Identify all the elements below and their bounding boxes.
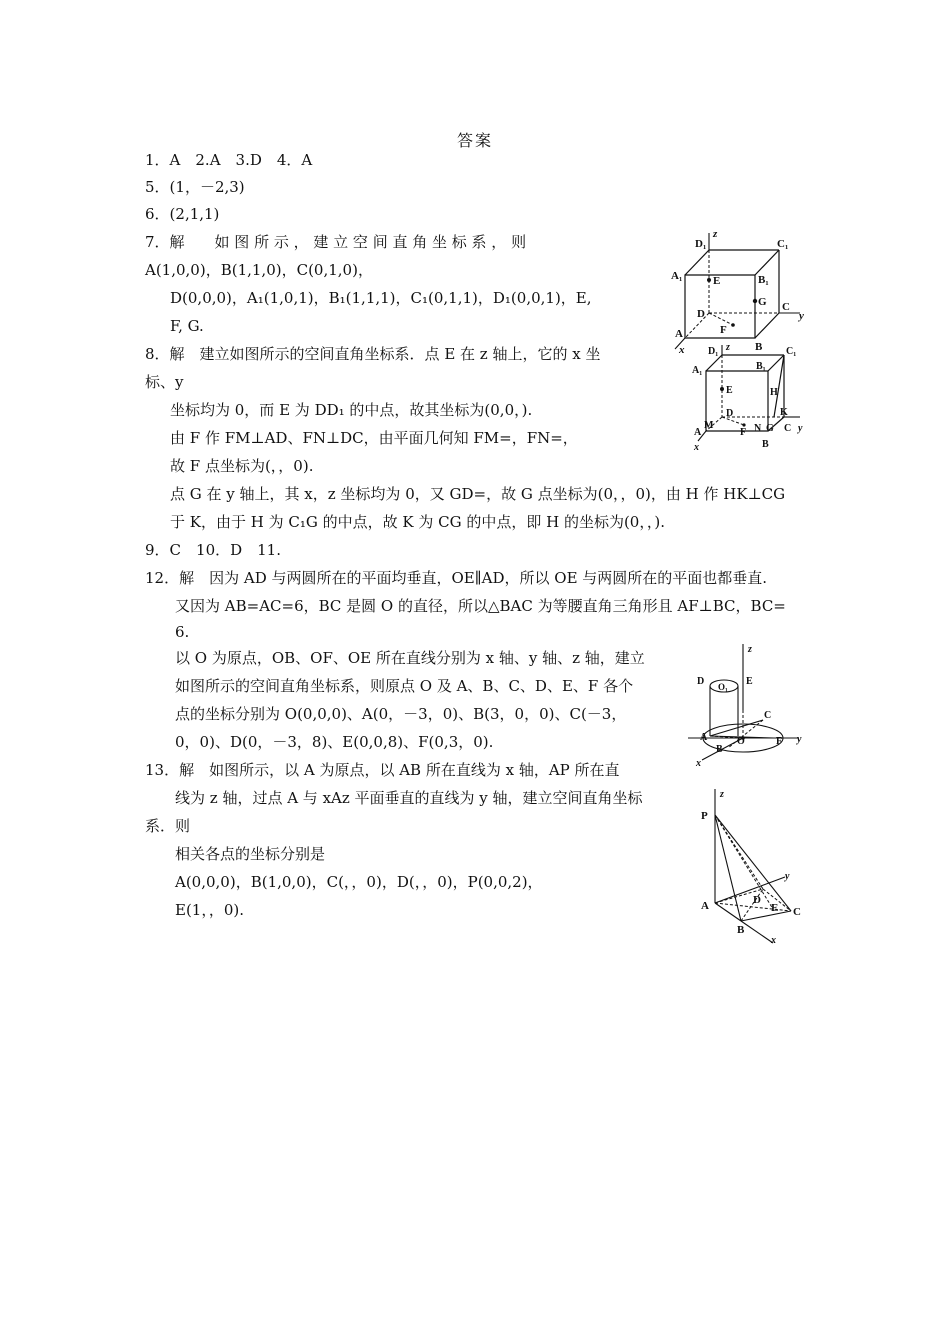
fig-label: E	[726, 385, 733, 396]
answer-line: 线为 z 轴，过点 A 与 xAz 平面垂直的直线为 y 轴，建立空间直角坐标	[175, 789, 643, 807]
answer-line: A(1,0,0)，B(1,1,0)，C(0,1,0)，	[145, 261, 373, 279]
answer-line: 5．(1，－2,3)	[145, 178, 245, 196]
answer-line: 坐标均为 0，而 E 为 DD₁ 的中点，故其坐标为(0,0，).	[170, 401, 533, 419]
fig-label: z	[713, 228, 718, 240]
cube-figure-8	[688, 343, 813, 455]
fig-label: A	[700, 732, 708, 743]
answer-line: 如图所示的空间直角坐标系，则原点 O 及 A、B、C、D、E、F 各个	[175, 677, 634, 695]
fig-label: C	[764, 710, 772, 721]
fig-label: D	[726, 408, 734, 419]
fig-label: B	[762, 439, 769, 450]
fig-label: O₁	[718, 682, 728, 692]
fig-label: G	[766, 423, 774, 434]
fig-label: C₁	[777, 238, 789, 250]
answer-line: 点 G 在 y 轴上，其 x，z 坐标均为 0，又 GD=，故 G 点坐标为(0，，0)，由 H 作 HK⊥CG	[170, 485, 786, 503]
answer-line: A(0,0,0)，B(1,0,0)，C(，，0)，D(，，0)，P(0,0,2)，	[175, 873, 543, 891]
fig-label: C₁	[786, 346, 797, 357]
answer-line: 1．A 2.A 3.D 4．A	[145, 151, 313, 169]
fig-label: z	[748, 644, 752, 655]
answer-line: 9．C 10．D 11.	[145, 541, 281, 559]
fig-label: E	[771, 902, 779, 914]
answer-line: 系．则	[145, 817, 191, 835]
fig-label: y	[785, 871, 790, 882]
fig-label: M	[704, 420, 714, 431]
cube-figure-7	[665, 225, 810, 355]
fig-label: y	[798, 423, 803, 434]
fig-label: D	[697, 676, 705, 687]
fig-label: H	[770, 387, 778, 398]
cylinder-figure-12	[688, 640, 813, 768]
answer-line: 点的坐标分别为 O(0,0,0)、A(0，－3，0)、B(3，0，0)、C(－3，	[175, 705, 627, 723]
fig-label: D₁	[708, 346, 719, 357]
page-title: 答案	[456, 131, 493, 150]
fig-label: A₁	[692, 365, 703, 376]
fig-label: G	[758, 296, 767, 308]
fig-label: C	[784, 423, 792, 434]
fig-label: P	[701, 810, 708, 822]
fig-label: y	[799, 310, 804, 322]
answer-line: 于 K，由于 H 为 C₁G 的中点，故 K 为 CG 的中点，即 H 的坐标为(0，，).	[170, 513, 665, 531]
fig-label: D	[697, 308, 705, 320]
fig-label: A	[694, 427, 702, 438]
fig-label: F	[740, 427, 747, 438]
fig-label: A	[701, 900, 709, 912]
fig-label: x	[679, 344, 685, 355]
pyramid-figure-13	[697, 785, 812, 945]
answer-line: 相关各点的坐标分别是	[175, 845, 326, 863]
answer-line: 0，0)、D(0，－3，8)、E(0,0,8)、F(0,3，0).	[175, 733, 494, 751]
fig-label: z	[720, 789, 724, 800]
fig-label: x	[694, 442, 699, 453]
fig-label: B	[737, 924, 745, 936]
answer-line: 8．解 建立如图所示的空间直角坐标系．点 E 在 z 轴上，它的 x 坐	[145, 345, 601, 363]
fig-label: y	[797, 734, 802, 745]
fig-label: C	[782, 301, 790, 313]
fig-label: F	[776, 736, 783, 747]
fig-label: x	[771, 935, 776, 945]
fig-label: A	[675, 328, 683, 340]
fig-label: N	[754, 423, 762, 434]
fig-label: O	[737, 736, 745, 747]
fig-label: C	[793, 906, 801, 918]
fig-label: z	[726, 343, 730, 353]
fig-label: B	[755, 341, 763, 353]
fig-label: x	[696, 758, 701, 768]
answer-line: 12．解 因为 AD 与两圆所在的平面均垂直，OE∥AD，所以 OE 与两圆所在的平面也都垂直.	[145, 569, 768, 587]
fig-label: F	[720, 324, 727, 336]
answer-line: 故 F 点坐标为(，，0).	[170, 457, 314, 475]
fig-label: D	[753, 894, 761, 906]
fig-label: E	[713, 275, 721, 287]
answer-line: 6．(2,1,1)	[145, 205, 220, 223]
fig-label: A₁	[671, 270, 683, 282]
answer-line: E(1，，0).	[175, 901, 245, 919]
answer-line: 标、y	[145, 373, 184, 391]
answer-line: 6.	[175, 623, 190, 641]
fig-label: D₁	[695, 238, 707, 250]
fig-label: B₁	[758, 274, 769, 286]
fig-label: B	[716, 744, 723, 755]
fig-label: E	[746, 676, 753, 687]
fig-label: B₁	[756, 361, 766, 372]
answer-line: F, G.	[170, 317, 204, 335]
answer-line: 由 F 作 FM⊥AD、FN⊥DC，由平面几何知 FM=，FN=，	[170, 429, 578, 447]
answer-line: D(0,0,0)，A₁(1,0,1)，B₁(1,1,1)，C₁(0,1,1)，D₁(0,0,1)，E,	[170, 289, 592, 307]
answer-line: 13．解 如图所示，以 A 为原点，以 AB 所在直线为 x 轴，AP 所在直	[145, 761, 620, 779]
answer-line: 又因为 AB=AC=6，BC 是圆 O 的直径，所以△BAC 为等腰直角三角形且 AF⊥BC，BC=	[175, 597, 786, 615]
fig-label: K	[780, 407, 788, 418]
answer-line: 以 O 为原点，OB、OF、OE 所在直线分别为 x 轴、y 轴、z 轴，建立	[175, 649, 645, 667]
answer-line: 7．解 如 图 所 示 ， 建 立 空 间 直 角 坐 标 系 ， 则	[145, 233, 527, 251]
